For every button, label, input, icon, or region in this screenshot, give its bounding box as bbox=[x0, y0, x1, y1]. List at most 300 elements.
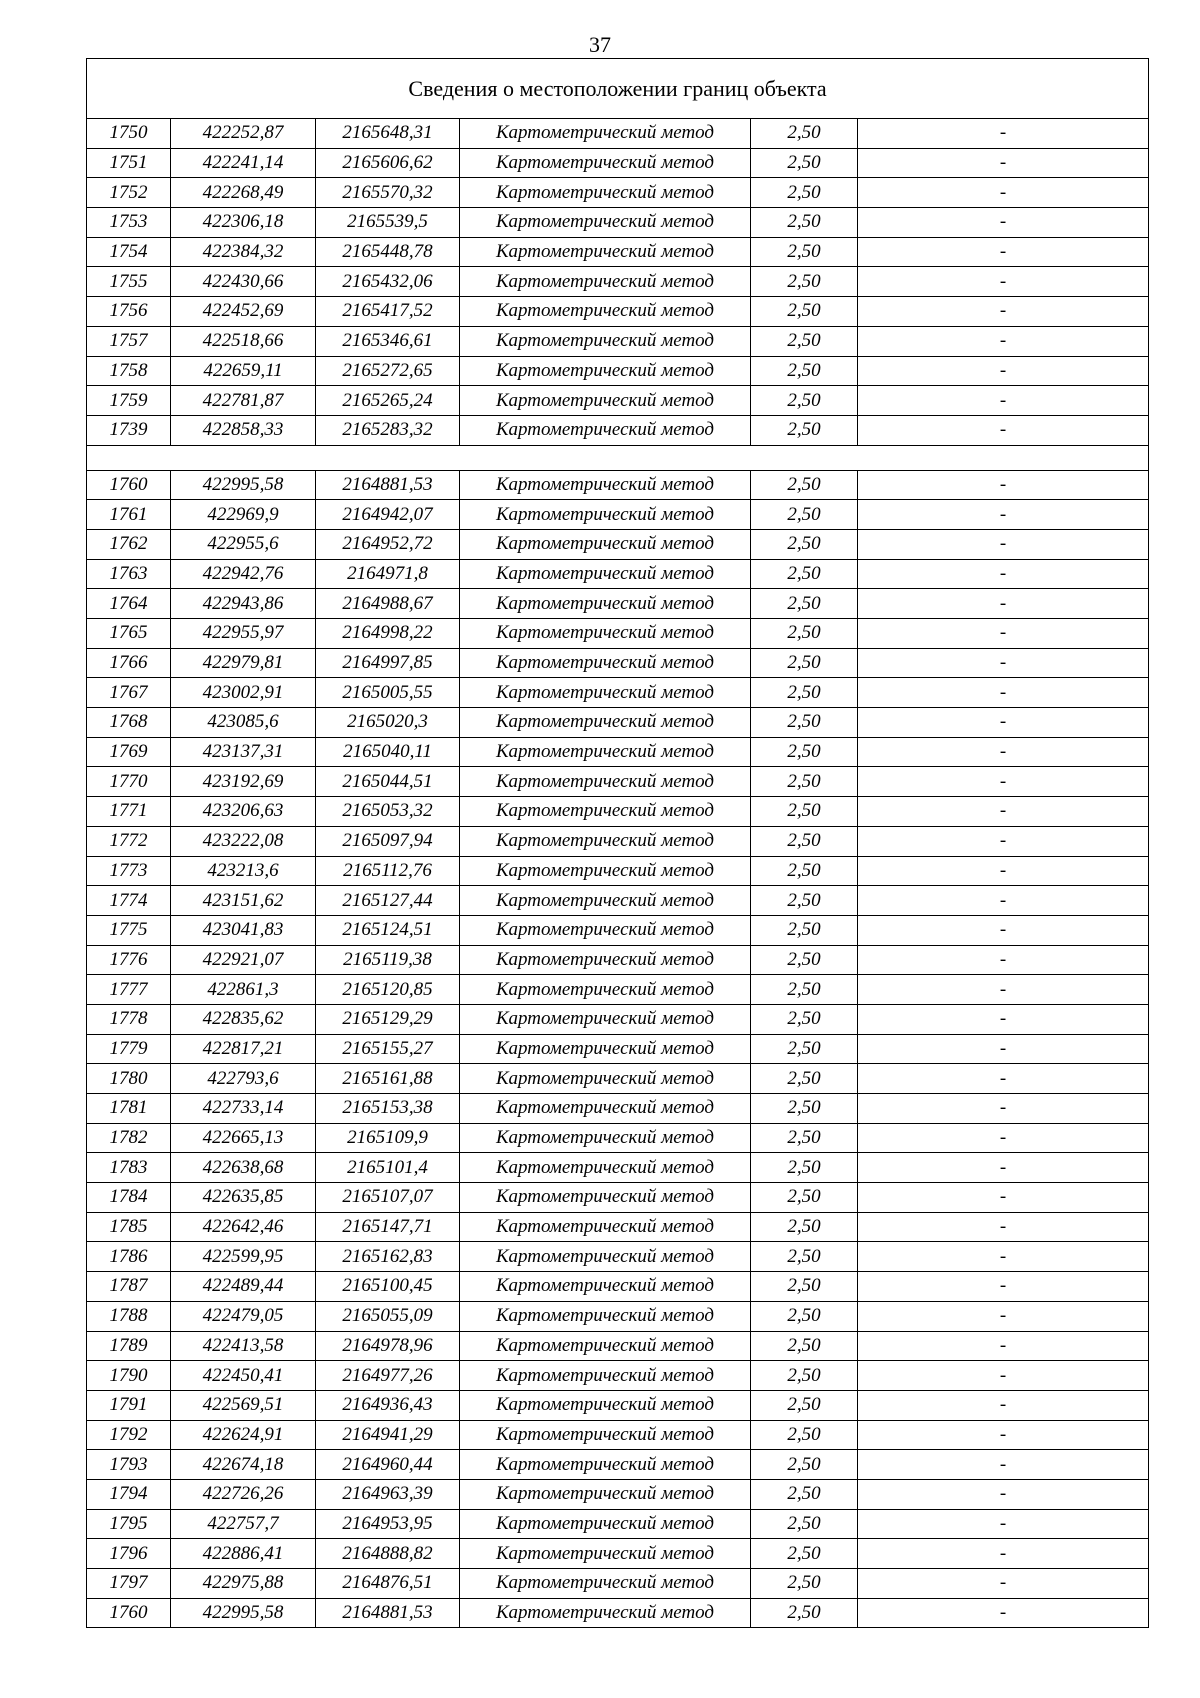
method-cell: Картометрический метод bbox=[460, 326, 751, 356]
y-coordinate-cell: 2164941,29 bbox=[316, 1420, 460, 1450]
x-coordinate-cell: 422969,9 bbox=[171, 500, 316, 530]
point-number-cell: 1794 bbox=[87, 1479, 171, 1509]
accuracy-cell: 2,50 bbox=[751, 1509, 858, 1539]
accuracy-cell: 2,50 bbox=[751, 678, 858, 708]
table-row bbox=[87, 1004, 1149, 1034]
method-cell: Картометрический метод bbox=[460, 1183, 751, 1213]
accuracy-cell: 2,50 bbox=[751, 1331, 858, 1361]
description-cell: - bbox=[858, 1598, 1149, 1628]
x-coordinate-cell: 422252,87 bbox=[171, 119, 316, 149]
point-number-cell: 1752 bbox=[87, 178, 171, 208]
description-cell: - bbox=[858, 297, 1149, 327]
accuracy-cell: 2,50 bbox=[751, 415, 858, 445]
method-cell: Картометрический метод bbox=[460, 678, 751, 708]
point-number-cell: 1778 bbox=[87, 1004, 171, 1034]
description-cell: - bbox=[858, 1361, 1149, 1391]
description-cell: - bbox=[858, 1301, 1149, 1331]
point-number-cell: 1782 bbox=[87, 1123, 171, 1153]
point-number-cell: 1755 bbox=[87, 267, 171, 297]
table-row bbox=[87, 178, 1149, 208]
table-row bbox=[87, 386, 1149, 416]
table-row bbox=[87, 648, 1149, 678]
description-cell: - bbox=[858, 619, 1149, 649]
table-row bbox=[87, 1123, 1149, 1153]
point-number-cell: 1758 bbox=[87, 356, 171, 386]
method-cell: Картометрический метод bbox=[460, 529, 751, 559]
accuracy-cell: 2,50 bbox=[751, 148, 858, 178]
accuracy-cell: 2,50 bbox=[751, 267, 858, 297]
point-number-cell: 1783 bbox=[87, 1153, 171, 1183]
point-number-cell: 1750 bbox=[87, 119, 171, 149]
table-row bbox=[87, 1420, 1149, 1450]
accuracy-cell: 2,50 bbox=[751, 737, 858, 767]
accuracy-cell: 2,50 bbox=[751, 529, 858, 559]
y-coordinate-cell: 2165100,45 bbox=[316, 1272, 460, 1302]
point-number-cell: 1763 bbox=[87, 559, 171, 589]
y-coordinate-cell: 2165129,29 bbox=[316, 1004, 460, 1034]
table-row bbox=[87, 1479, 1149, 1509]
table-row bbox=[87, 208, 1149, 238]
accuracy-cell: 2,50 bbox=[751, 1539, 858, 1569]
x-coordinate-cell: 423137,31 bbox=[171, 737, 316, 767]
table-row bbox=[87, 326, 1149, 356]
table-row bbox=[87, 415, 1149, 445]
method-cell: Картометрический метод bbox=[460, 1212, 751, 1242]
x-coordinate-cell: 422921,07 bbox=[171, 945, 316, 975]
table-row bbox=[87, 148, 1149, 178]
description-cell: - bbox=[858, 975, 1149, 1005]
accuracy-cell: 2,50 bbox=[751, 915, 858, 945]
x-coordinate-cell: 422306,18 bbox=[171, 208, 316, 238]
x-coordinate-cell: 422450,41 bbox=[171, 1361, 316, 1391]
table-row bbox=[87, 1331, 1149, 1361]
x-coordinate-cell: 422995,58 bbox=[171, 1598, 316, 1628]
method-cell: Картометрический метод bbox=[460, 386, 751, 416]
accuracy-cell: 2,50 bbox=[751, 1183, 858, 1213]
description-cell: - bbox=[858, 386, 1149, 416]
method-cell: Картометрический метод bbox=[460, 1509, 751, 1539]
x-coordinate-cell: 423002,91 bbox=[171, 678, 316, 708]
table-row bbox=[87, 267, 1149, 297]
description-cell: - bbox=[858, 1539, 1149, 1569]
y-coordinate-cell: 2165120,85 bbox=[316, 975, 460, 1005]
table-row bbox=[87, 1301, 1149, 1331]
accuracy-cell: 2,50 bbox=[751, 1272, 858, 1302]
y-coordinate-cell: 2165124,51 bbox=[316, 915, 460, 945]
x-coordinate-cell: 422430,66 bbox=[171, 267, 316, 297]
x-coordinate-cell: 422886,41 bbox=[171, 1539, 316, 1569]
table-row bbox=[87, 1242, 1149, 1272]
x-coordinate-cell: 423085,6 bbox=[171, 708, 316, 738]
table-row bbox=[87, 559, 1149, 589]
accuracy-cell: 2,50 bbox=[751, 619, 858, 649]
y-coordinate-cell: 2165097,94 bbox=[316, 826, 460, 856]
x-coordinate-cell: 422642,46 bbox=[171, 1212, 316, 1242]
method-cell: Картометрический метод bbox=[460, 708, 751, 738]
point-number-cell: 1759 bbox=[87, 386, 171, 416]
method-cell: Картометрический метод bbox=[460, 237, 751, 267]
y-coordinate-cell: 2165272,65 bbox=[316, 356, 460, 386]
table-row bbox=[87, 886, 1149, 916]
table-row bbox=[87, 1034, 1149, 1064]
point-number-cell: 1791 bbox=[87, 1390, 171, 1420]
point-number-cell: 1771 bbox=[87, 797, 171, 827]
y-coordinate-cell: 2164952,72 bbox=[316, 529, 460, 559]
table-row bbox=[87, 1598, 1149, 1628]
accuracy-cell: 2,50 bbox=[751, 1450, 858, 1480]
point-number-cell: 1753 bbox=[87, 208, 171, 238]
accuracy-cell: 2,50 bbox=[751, 1242, 858, 1272]
table-row bbox=[87, 237, 1149, 267]
accuracy-cell: 2,50 bbox=[751, 500, 858, 530]
y-coordinate-cell: 2164888,82 bbox=[316, 1539, 460, 1569]
table-row bbox=[87, 767, 1149, 797]
point-number-cell: 1764 bbox=[87, 589, 171, 619]
x-coordinate-cell: 422858,33 bbox=[171, 415, 316, 445]
x-coordinate-cell: 422757,7 bbox=[171, 1509, 316, 1539]
x-coordinate-cell: 422733,14 bbox=[171, 1094, 316, 1124]
point-number-cell: 1775 bbox=[87, 915, 171, 945]
point-number-cell: 1792 bbox=[87, 1420, 171, 1450]
accuracy-cell: 2,50 bbox=[751, 470, 858, 500]
table-row bbox=[87, 589, 1149, 619]
description-cell: - bbox=[858, 470, 1149, 500]
method-cell: Картометрический метод bbox=[460, 915, 751, 945]
point-number-cell: 1784 bbox=[87, 1183, 171, 1213]
method-cell: Картометрический метод bbox=[460, 1034, 751, 1064]
point-number-cell: 1774 bbox=[87, 886, 171, 916]
y-coordinate-cell: 2164881,53 bbox=[316, 470, 460, 500]
point-number-cell: 1779 bbox=[87, 1034, 171, 1064]
table-row bbox=[87, 1509, 1149, 1539]
accuracy-cell: 2,50 bbox=[751, 767, 858, 797]
point-number-cell: 1780 bbox=[87, 1064, 171, 1094]
description-cell: - bbox=[858, 1420, 1149, 1450]
accuracy-cell: 2,50 bbox=[751, 1034, 858, 1064]
description-cell: - bbox=[858, 945, 1149, 975]
x-coordinate-cell: 422942,76 bbox=[171, 559, 316, 589]
accuracy-cell: 2,50 bbox=[751, 559, 858, 589]
y-coordinate-cell: 2164977,26 bbox=[316, 1361, 460, 1391]
method-cell: Картометрический метод bbox=[460, 415, 751, 445]
description-cell: - bbox=[858, 559, 1149, 589]
x-coordinate-cell: 422638,68 bbox=[171, 1153, 316, 1183]
description-cell: - bbox=[858, 119, 1149, 149]
accuracy-cell: 2,50 bbox=[751, 237, 858, 267]
point-number-cell: 1756 bbox=[87, 297, 171, 327]
y-coordinate-cell: 2164881,53 bbox=[316, 1598, 460, 1628]
description-cell: - bbox=[858, 356, 1149, 386]
x-coordinate-cell: 422995,58 bbox=[171, 470, 316, 500]
description-cell: - bbox=[858, 708, 1149, 738]
method-cell: Картометрический метод bbox=[460, 119, 751, 149]
y-coordinate-cell: 2165101,4 bbox=[316, 1153, 460, 1183]
accuracy-cell: 2,50 bbox=[751, 1390, 858, 1420]
accuracy-cell: 2,50 bbox=[751, 297, 858, 327]
description-cell: - bbox=[858, 1153, 1149, 1183]
description-cell: - bbox=[858, 589, 1149, 619]
y-coordinate-cell: 2165153,38 bbox=[316, 1094, 460, 1124]
y-coordinate-cell: 2164998,22 bbox=[316, 619, 460, 649]
point-number-cell: 1793 bbox=[87, 1450, 171, 1480]
x-coordinate-cell: 422268,49 bbox=[171, 178, 316, 208]
y-coordinate-cell: 2165162,83 bbox=[316, 1242, 460, 1272]
method-cell: Картометрический метод bbox=[460, 975, 751, 1005]
method-cell: Картометрический метод bbox=[460, 1361, 751, 1391]
point-number-cell: 1795 bbox=[87, 1509, 171, 1539]
accuracy-cell: 2,50 bbox=[751, 1479, 858, 1509]
method-cell: Картометрический метод bbox=[460, 1331, 751, 1361]
method-cell: Картометрический метод bbox=[460, 1301, 751, 1331]
point-number-cell: 1769 bbox=[87, 737, 171, 767]
point-number-cell: 1757 bbox=[87, 326, 171, 356]
description-cell: - bbox=[858, 886, 1149, 916]
y-coordinate-cell: 2165112,76 bbox=[316, 856, 460, 886]
description-cell: - bbox=[858, 326, 1149, 356]
description-cell: - bbox=[858, 1509, 1149, 1539]
table-row bbox=[87, 1094, 1149, 1124]
table-row bbox=[87, 356, 1149, 386]
method-cell: Картометрический метод bbox=[460, 1004, 751, 1034]
table-caption-row bbox=[87, 59, 1149, 119]
point-number-cell: 1765 bbox=[87, 619, 171, 649]
point-number-cell: 1776 bbox=[87, 945, 171, 975]
y-coordinate-cell: 2165119,38 bbox=[316, 945, 460, 975]
contour-separator-cell bbox=[87, 445, 1149, 470]
x-coordinate-cell: 422955,97 bbox=[171, 619, 316, 649]
description-cell: - bbox=[858, 148, 1149, 178]
table-row bbox=[87, 1064, 1149, 1094]
method-cell: Картометрический метод bbox=[460, 886, 751, 916]
point-number-cell: 1790 bbox=[87, 1361, 171, 1391]
description-cell: - bbox=[858, 1390, 1149, 1420]
y-coordinate-cell: 2164936,43 bbox=[316, 1390, 460, 1420]
point-number-cell: 1762 bbox=[87, 529, 171, 559]
table-row bbox=[87, 708, 1149, 738]
x-coordinate-cell: 423041,83 bbox=[171, 915, 316, 945]
description-cell: - bbox=[858, 767, 1149, 797]
table-row bbox=[87, 297, 1149, 327]
accuracy-cell: 2,50 bbox=[751, 1569, 858, 1599]
x-coordinate-cell: 422861,3 bbox=[171, 975, 316, 1005]
y-coordinate-cell: 2165109,9 bbox=[316, 1123, 460, 1153]
method-cell: Картометрический метод bbox=[460, 1064, 751, 1094]
x-coordinate-cell: 422674,18 bbox=[171, 1450, 316, 1480]
y-coordinate-cell: 2164988,67 bbox=[316, 589, 460, 619]
table-row bbox=[87, 1272, 1149, 1302]
x-coordinate-cell: 422479,05 bbox=[171, 1301, 316, 1331]
description-cell: - bbox=[858, 1479, 1149, 1509]
method-cell: Картометрический метод bbox=[460, 589, 751, 619]
point-number-cell: 1760 bbox=[87, 1598, 171, 1628]
method-cell: Картометрический метод bbox=[460, 1479, 751, 1509]
method-cell: Картометрический метод bbox=[460, 267, 751, 297]
x-coordinate-cell: 422624,91 bbox=[171, 1420, 316, 1450]
description-cell: - bbox=[858, 178, 1149, 208]
y-coordinate-cell: 2165020,3 bbox=[316, 708, 460, 738]
method-cell: Картометрический метод bbox=[460, 1450, 751, 1480]
y-coordinate-cell: 2164960,44 bbox=[316, 1450, 460, 1480]
point-number-cell: 1751 bbox=[87, 148, 171, 178]
accuracy-cell: 2,50 bbox=[751, 975, 858, 1005]
x-coordinate-cell: 422943,86 bbox=[171, 589, 316, 619]
accuracy-cell: 2,50 bbox=[751, 1004, 858, 1034]
point-number-cell: 1787 bbox=[87, 1272, 171, 1302]
x-coordinate-cell: 422489,44 bbox=[171, 1272, 316, 1302]
accuracy-cell: 2,50 bbox=[751, 797, 858, 827]
description-cell: - bbox=[858, 1034, 1149, 1064]
point-number-cell: 1739 bbox=[87, 415, 171, 445]
x-coordinate-cell: 423213,6 bbox=[171, 856, 316, 886]
y-coordinate-cell: 2165448,78 bbox=[316, 237, 460, 267]
table-row bbox=[87, 1569, 1149, 1599]
description-cell: - bbox=[858, 1272, 1149, 1302]
y-coordinate-cell: 2165107,07 bbox=[316, 1183, 460, 1213]
description-cell: - bbox=[858, 237, 1149, 267]
description-cell: - bbox=[858, 737, 1149, 767]
y-coordinate-cell: 2164942,07 bbox=[316, 500, 460, 530]
x-coordinate-cell: 422835,62 bbox=[171, 1004, 316, 1034]
table-row bbox=[87, 915, 1149, 945]
method-cell: Картометрический метод bbox=[460, 559, 751, 589]
point-number-cell: 1760 bbox=[87, 470, 171, 500]
method-cell: Картометрический метод bbox=[460, 648, 751, 678]
description-cell: - bbox=[858, 1123, 1149, 1153]
accuracy-cell: 2,50 bbox=[751, 1598, 858, 1628]
y-coordinate-cell: 2165265,24 bbox=[316, 386, 460, 416]
description-cell: - bbox=[858, 529, 1149, 559]
point-number-cell: 1796 bbox=[87, 1539, 171, 1569]
x-coordinate-cell: 422599,95 bbox=[171, 1242, 316, 1272]
table-row bbox=[87, 975, 1149, 1005]
method-cell: Картометрический метод bbox=[460, 178, 751, 208]
y-coordinate-cell: 2164997,85 bbox=[316, 648, 460, 678]
method-cell: Картометрический метод bbox=[460, 797, 751, 827]
y-coordinate-cell: 2164963,39 bbox=[316, 1479, 460, 1509]
description-cell: - bbox=[858, 500, 1149, 530]
table-row bbox=[87, 119, 1149, 149]
y-coordinate-cell: 2165053,32 bbox=[316, 797, 460, 827]
method-cell: Картометрический метод bbox=[460, 500, 751, 530]
x-coordinate-cell: 422975,88 bbox=[171, 1569, 316, 1599]
accuracy-cell: 2,50 bbox=[751, 326, 858, 356]
table-row bbox=[87, 826, 1149, 856]
method-cell: Картометрический метод bbox=[460, 1598, 751, 1628]
y-coordinate-cell: 2165432,06 bbox=[316, 267, 460, 297]
point-number-cell: 1786 bbox=[87, 1242, 171, 1272]
description-cell: - bbox=[858, 826, 1149, 856]
table-row bbox=[87, 619, 1149, 649]
point-number-cell: 1754 bbox=[87, 237, 171, 267]
x-coordinate-cell: 423192,69 bbox=[171, 767, 316, 797]
table-row bbox=[87, 678, 1149, 708]
description-cell: - bbox=[858, 915, 1149, 945]
table-row bbox=[87, 1212, 1149, 1242]
y-coordinate-cell: 2165648,31 bbox=[316, 119, 460, 149]
description-cell: - bbox=[858, 1450, 1149, 1480]
point-number-cell: 1770 bbox=[87, 767, 171, 797]
accuracy-cell: 2,50 bbox=[751, 708, 858, 738]
x-coordinate-cell: 422659,11 bbox=[171, 356, 316, 386]
y-coordinate-cell: 2165539,5 bbox=[316, 208, 460, 238]
description-cell: - bbox=[858, 678, 1149, 708]
x-coordinate-cell: 422793,6 bbox=[171, 1064, 316, 1094]
y-coordinate-cell: 2165155,27 bbox=[316, 1034, 460, 1064]
description-cell: - bbox=[858, 1064, 1149, 1094]
method-cell: Картометрический метод bbox=[460, 826, 751, 856]
description-cell: - bbox=[858, 648, 1149, 678]
x-coordinate-cell: 423206,63 bbox=[171, 797, 316, 827]
x-coordinate-cell: 422635,85 bbox=[171, 1183, 316, 1213]
point-number-cell: 1768 bbox=[87, 708, 171, 738]
point-number-cell: 1789 bbox=[87, 1331, 171, 1361]
point-number-cell: 1766 bbox=[87, 648, 171, 678]
description-cell: - bbox=[858, 1004, 1149, 1034]
table-row bbox=[87, 1361, 1149, 1391]
accuracy-cell: 2,50 bbox=[751, 119, 858, 149]
method-cell: Картометрический метод bbox=[460, 619, 751, 649]
y-coordinate-cell: 2165161,88 bbox=[316, 1064, 460, 1094]
point-number-cell: 1761 bbox=[87, 500, 171, 530]
description-cell: - bbox=[858, 267, 1149, 297]
description-cell: - bbox=[858, 1212, 1149, 1242]
table-row bbox=[87, 737, 1149, 767]
point-number-cell: 1772 bbox=[87, 826, 171, 856]
accuracy-cell: 2,50 bbox=[751, 1094, 858, 1124]
y-coordinate-cell: 2165127,44 bbox=[316, 886, 460, 916]
x-coordinate-cell: 422413,58 bbox=[171, 1331, 316, 1361]
description-cell: - bbox=[858, 797, 1149, 827]
table-row bbox=[87, 945, 1149, 975]
accuracy-cell: 2,50 bbox=[751, 1420, 858, 1450]
y-coordinate-cell: 2164876,51 bbox=[316, 1569, 460, 1599]
x-coordinate-cell: 422817,21 bbox=[171, 1034, 316, 1064]
accuracy-cell: 2,50 bbox=[751, 386, 858, 416]
table-row bbox=[87, 856, 1149, 886]
point-number-cell: 1773 bbox=[87, 856, 171, 886]
y-coordinate-cell: 2164978,96 bbox=[316, 1331, 460, 1361]
description-cell: - bbox=[858, 208, 1149, 238]
description-cell: - bbox=[858, 1183, 1149, 1213]
y-coordinate-cell: 2165055,09 bbox=[316, 1301, 460, 1331]
method-cell: Картометрический метод bbox=[460, 470, 751, 500]
y-coordinate-cell: 2165147,71 bbox=[316, 1212, 460, 1242]
accuracy-cell: 2,50 bbox=[751, 648, 858, 678]
method-cell: Картометрический метод bbox=[460, 1123, 751, 1153]
accuracy-cell: 2,50 bbox=[751, 945, 858, 975]
method-cell: Картометрический метод bbox=[460, 856, 751, 886]
page-number: 37 bbox=[589, 32, 611, 57]
accuracy-cell: 2,50 bbox=[751, 1301, 858, 1331]
method-cell: Картометрический метод bbox=[460, 767, 751, 797]
accuracy-cell: 2,50 bbox=[751, 886, 858, 916]
table-body bbox=[87, 59, 1149, 1628]
description-cell: - bbox=[858, 1094, 1149, 1124]
method-cell: Картометрический метод bbox=[460, 1569, 751, 1599]
method-cell: Картометрический метод bbox=[460, 1272, 751, 1302]
accuracy-cell: 2,50 bbox=[751, 1064, 858, 1094]
table-caption: Сведения о местоположении границ объекта bbox=[87, 59, 1149, 119]
x-coordinate-cell: 422452,69 bbox=[171, 297, 316, 327]
x-coordinate-cell: 423222,08 bbox=[171, 826, 316, 856]
y-coordinate-cell: 2165346,61 bbox=[316, 326, 460, 356]
accuracy-cell: 2,50 bbox=[751, 589, 858, 619]
table-row bbox=[87, 1390, 1149, 1420]
point-number-cell: 1788 bbox=[87, 1301, 171, 1331]
x-coordinate-cell: 422518,66 bbox=[171, 326, 316, 356]
method-cell: Картометрический метод bbox=[460, 1153, 751, 1183]
method-cell: Картометрический метод bbox=[460, 1094, 751, 1124]
